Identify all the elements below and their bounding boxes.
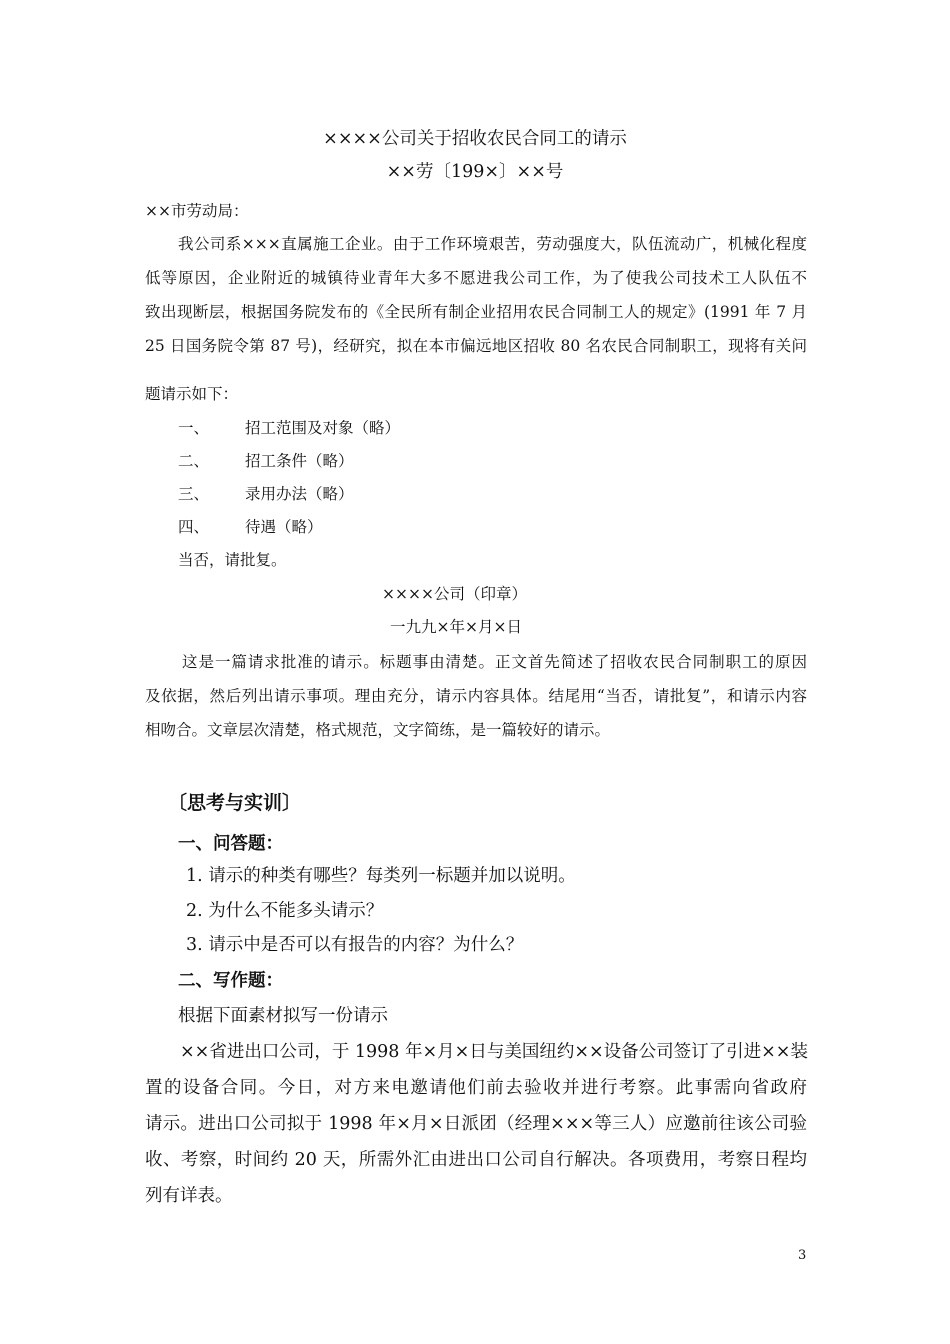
material-line: 请示。进出口公司拟于 1998 年×月×日派团（经理×××等三人）应邀前往该公司验 [145, 1114, 807, 1134]
material-line: 置的设备合同。今日，对方来电邀请他们前去验收并进行考察。此事需向省政府 [145, 1078, 807, 1098]
question: 2. 为什么不能多头请示？ [186, 901, 384, 921]
closing: 当否，请批复。 [178, 551, 287, 569]
question: 3. 请示中是否可以有报告的内容？为什么？ [186, 935, 524, 955]
section-title: 二、写作题： [178, 971, 283, 991]
body-line: 致出现断层，根据国务院发布的《全民所有制企业招用农民合同制工人的规定》(1991 年 7 月 [145, 303, 807, 321]
section-title: 一、问答题： [178, 834, 283, 854]
request-item [178, 449, 354, 471]
item-number: 一、 [178, 419, 210, 437]
item-text: 招工条件（略） [245, 452, 354, 470]
exercises-heading: 〔思考与实训〕 [168, 792, 302, 814]
document-title: ××××公司关于招收农民合同工的请示 [323, 129, 627, 149]
item-number: 四、 [178, 518, 210, 536]
comment-line: 相吻合。文章层次清楚，格式规范，文字简练，是一篇较好的请示。 [145, 721, 611, 739]
body-line: 低等原因，企业附近的城镇待业青年大多不愿进我公司工作，为了使我公司技术工人队伍不 [145, 269, 807, 287]
item-text: 待遇（略） [245, 518, 323, 536]
recipient: ××市劳动局： [145, 202, 249, 220]
material-line: 列有详表。 [145, 1186, 233, 1206]
body-line: 我公司系×××直属施工企业。由于工作环境艰苦，劳动强度大，队伍流动广，机械化程度 [178, 235, 807, 253]
item-number: 三、 [178, 485, 210, 503]
material-line: ××省进出口公司，于 1998 年×月×日与美国纽约××设备公司签订了引进××装 [180, 1042, 808, 1062]
request-item [178, 515, 323, 537]
question: 1. 请示的种类有哪些？每类列一标题并加以说明。 [186, 866, 576, 886]
material-line: 收、考察，时间约 20 天，所需外汇由进出口公司自行解决。各项费用，考察日程均 [145, 1150, 807, 1170]
item-number: 二、 [178, 452, 210, 470]
document-number: ××劳〔199×〕××号 [386, 162, 564, 182]
comment-line: 这是一篇请求批准的请示。标题事由清楚。正文首先简述了招收农民合同制职工的原因 [182, 653, 807, 671]
writing-prompt: 根据下面素材拟写一份请示 [178, 1006, 388, 1026]
request-item [178, 416, 400, 438]
item-text: 招工范围及对象（略） [245, 419, 401, 437]
page-number: 3 [798, 1248, 807, 1263]
body-line: 25 日国务院令第 87 号)，经研究，拟在本市偏远地区招收 80 名农民合同制职工，现将有关问 [145, 337, 807, 355]
request-item [178, 482, 354, 504]
comment-line: 及依据，然后列出请示事项。理由充分，请示内容具体。结尾用“当否，请批复”，和请示内容 [145, 687, 807, 705]
item-text: 录用办法（略） [245, 485, 354, 503]
date: 一九九×年×月×日 [390, 618, 522, 636]
signature: ××××公司（印章） [382, 585, 527, 603]
body-line: 题请示如下： [145, 385, 239, 403]
